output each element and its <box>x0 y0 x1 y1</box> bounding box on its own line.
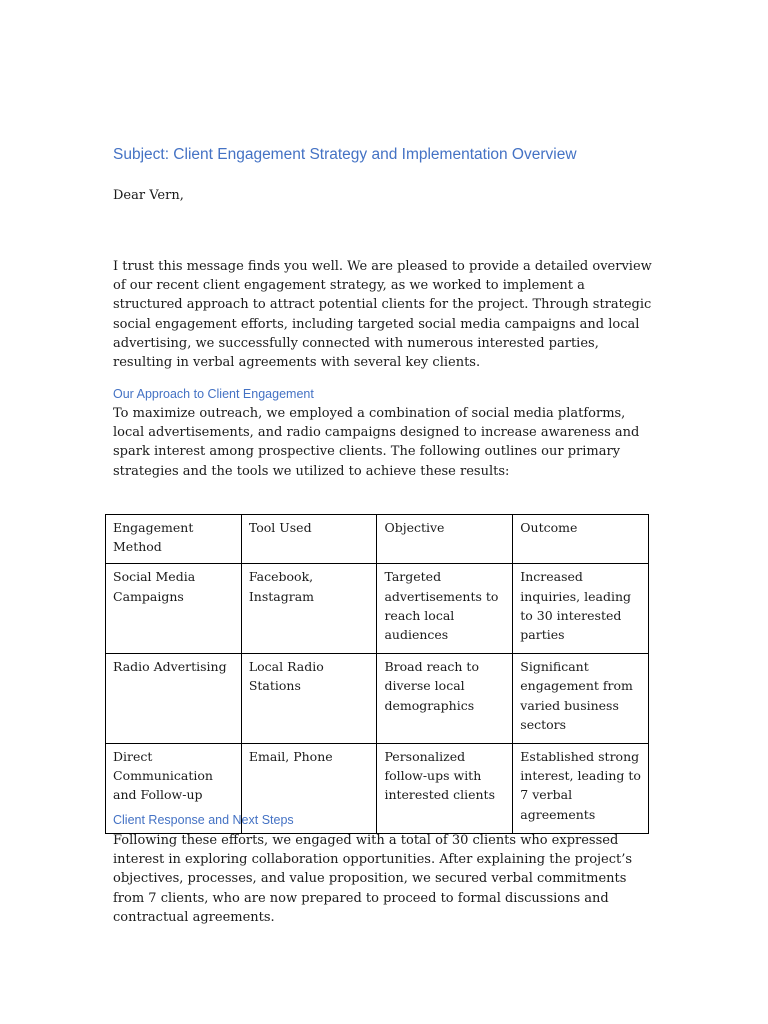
table-header-cell: Objective <box>377 515 513 564</box>
table-cell: Radio Advertising <box>106 654 242 744</box>
table-header-cell: Tool Used <box>241 515 377 564</box>
table-cell: Targeted advertisements to reach local audiences <box>377 564 513 654</box>
engagement-table <box>105 514 649 834</box>
table-row <box>106 654 649 744</box>
table-cell: Broad reach to diverse local demographics <box>377 654 513 744</box>
subject-line: Subject: Client Engagement Strategy and Implementation Overview <box>113 146 577 163</box>
response-paragraph: Following these efforts, we engaged with a total of 30 clients who expressed interest in exploring collaboration opportunities. After explaining the project’s objectives, processes, and value proposition, we secured verbal commitments from 7 clients, who are now prepared to proceed to formal discussions and contractual agreements. <box>113 833 633 925</box>
table-cell: Significant engagement from varied business sectors <box>513 654 649 744</box>
approach-paragraph: To maximize outreach, we employed a combination of social media platforms, local advertisements, and radio campaigns designed to increase awareness and spark interest among prospective clients. The following outlines our primary strategies and the tools we utilized to achieve these results: <box>113 406 640 479</box>
table-cell: Personalized follow-ups with interested clients <box>377 744 513 834</box>
table-cell: Social Media Campaigns <box>106 564 242 654</box>
table-cell: Local Radio Stations <box>241 654 377 744</box>
table-cell: Established strong interest, leading to 7 verbal agreements <box>513 744 649 834</box>
table-cell: Email, Phone <box>241 744 377 834</box>
table-header-row <box>106 515 649 564</box>
response-heading: Client Response and Next Steps <box>113 813 294 827</box>
table-header-cell: Outcome <box>513 515 649 564</box>
approach-heading: Our Approach to Client Engagement <box>113 387 314 401</box>
table-row <box>106 564 649 654</box>
table-cell: Facebook, Instagram <box>241 564 377 654</box>
table-cell: Increased inquiries, leading to 30 interested parties <box>513 564 649 654</box>
salutation: Dear Vern, <box>113 188 184 203</box>
intro-paragraph: I trust this message finds you well. We are pleased to provide a detailed overview of our recent client engagement strategy, as we worked to implement a structured approach to attract potential clients for the project. Through strategic social engagement efforts, including targeted social media campaigns and local advertising, we successfully connected with numerous interested parties, resulting in verbal agreements with several key clients. <box>113 259 652 371</box>
table-header-cell: Engagement Method <box>106 515 242 564</box>
table-cell: Direct Communication and Follow-up <box>106 744 242 834</box>
